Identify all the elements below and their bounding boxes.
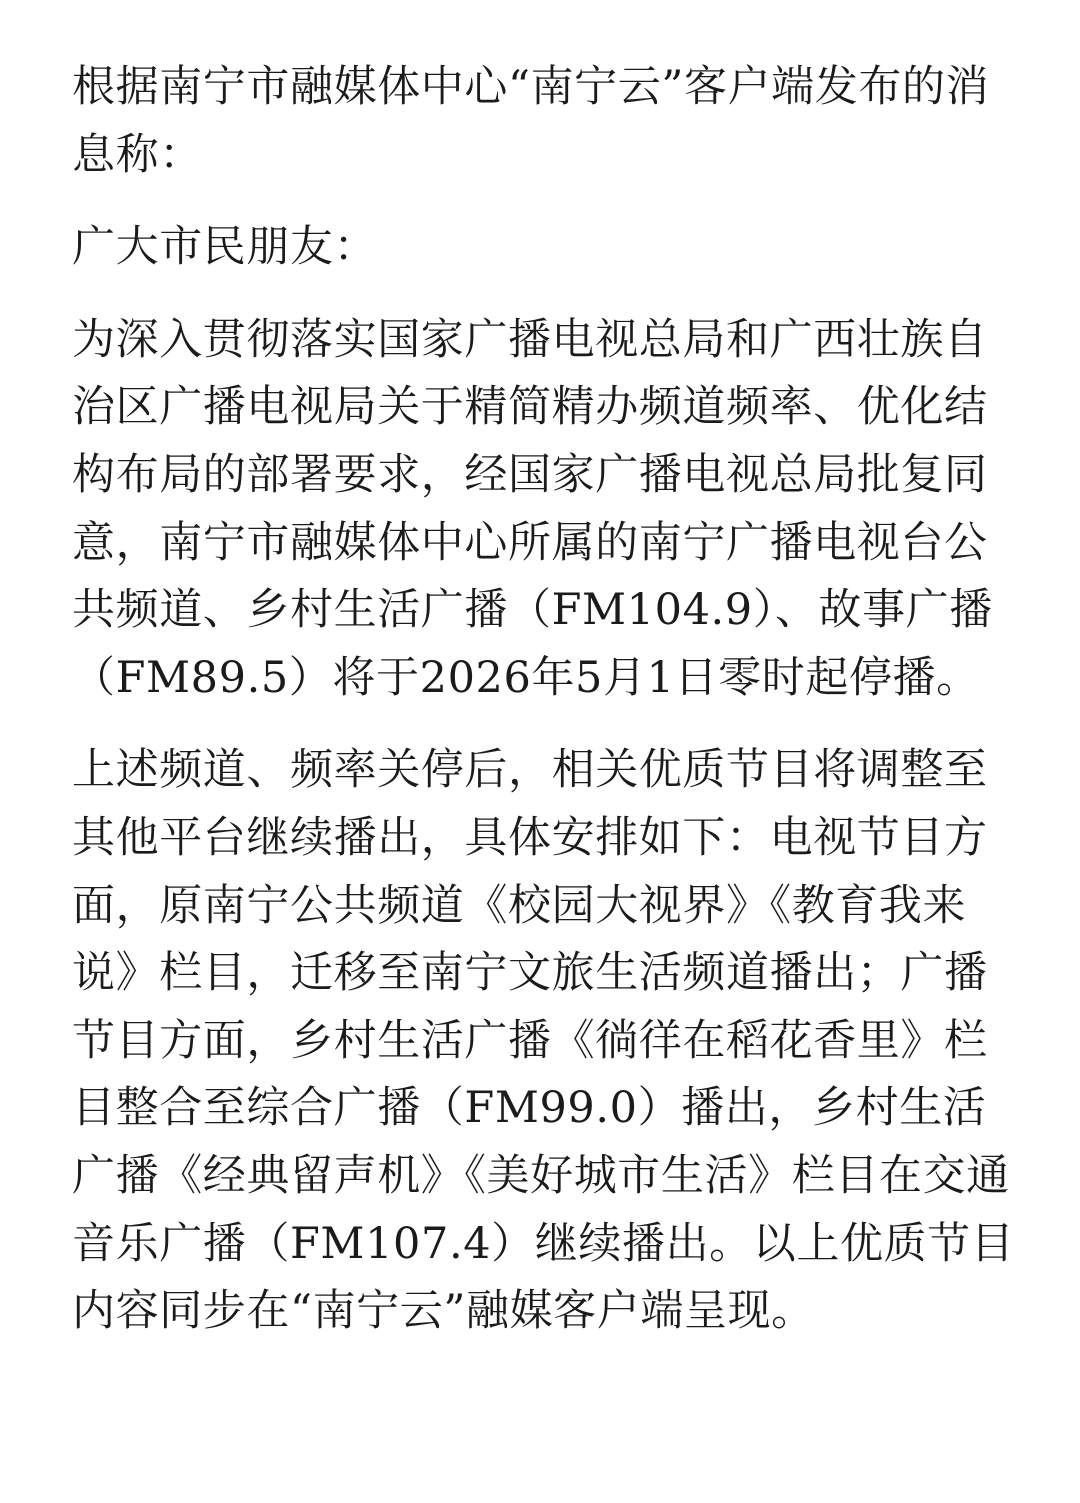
article-body [72, 54, 1022, 1371]
salutation-paragraph: 广大市民朋友： [72, 222, 378, 273]
intro-paragraph: 根据南宁市融媒体中心“南宁云”客户端发布的消息称： [72, 62, 990, 180]
announcement-paragraph: 为深入贯彻落实国家广播电视总局和广西壮族自治区广播电视局关于精简精办频道频率、优化结构布局的部署要求，经国家广播电视总局批复同意，南宁市融媒体中心所属的南宁广播电视台公共频道、乡村生活广播（FM104.9）、故事广播（FM89.5）将于2026年5月1日零时起停播。 [72, 314, 993, 703]
arrangement-paragraph: 上述频道、频率关停后，相关优质节目将调整至其他平台继续播出，具体安排如下：电视节目方面，原南宁公共频道《校园大视界》《教育我来说》栏目，迁移至南宁文旅生活频道播出；广播节目方面，乡村生活广播《徜徉在稻花香里》栏目整合至综合广播（FM99.0）播出，乡村生活广播《经典留声机》《美好城市生活》栏目在交通音乐广播（FM107.4）继续播出。以上优质节目内容同步在“南宁云”融媒客户端呈现。 [72, 745, 1015, 1337]
